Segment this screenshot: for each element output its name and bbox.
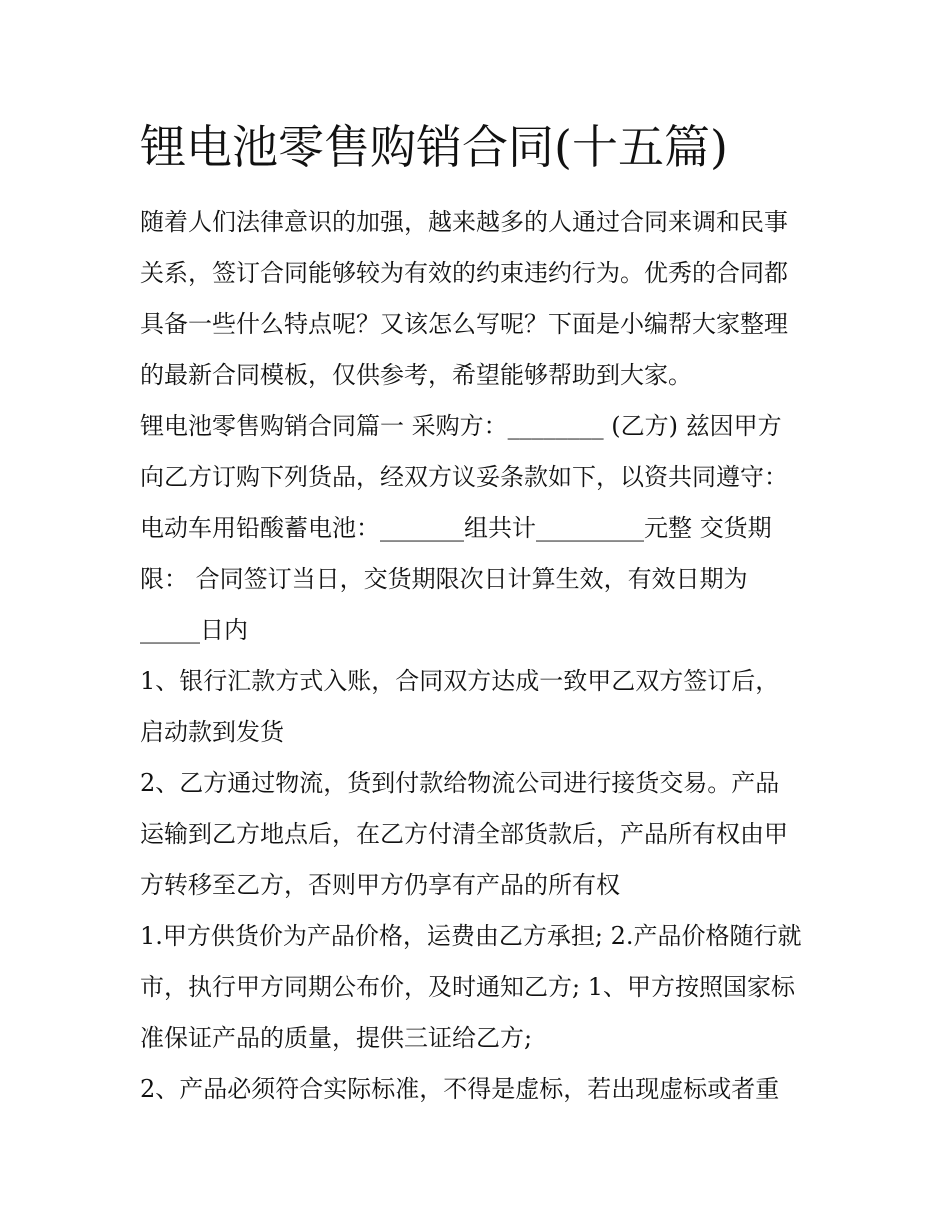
- paragraph-line: 关系，签订合同能够较为有效的约束违约行为。优秀的合同都: [140, 259, 788, 287]
- paragraph-line: 启动款到发货: [140, 718, 284, 746]
- paragraph-line: 市，执行甲方同期公布价，及时通知乙方; 1、甲方按照国家标: [140, 973, 795, 1001]
- paragraph-line: 准保证产品的质量，提供三证给乙方;: [140, 1024, 533, 1052]
- paragraph-line: 限： 合同签订当日，交货期限次日计算生效，有效日期为: [140, 565, 748, 593]
- paragraph-line: 向乙方订购下列货品，经双方议妥条款如下，以资共同遵守：: [140, 463, 788, 491]
- paragraph-line: 锂电池零售购销合同篇一 采购方：________ (乙方) 兹因甲方: [140, 412, 782, 440]
- paragraph-line: 具备一些什么特点呢？又该怎么写呢？下面是小编帮大家整理: [140, 310, 788, 338]
- document-title: 锂电池零售购销合同(十五篇): [140, 120, 728, 174]
- paragraph-line: 2、产品必须符合实际标准，不得是虚标，若出现虚标或者重: [140, 1075, 780, 1103]
- paragraph-line: 的最新合同模板，仅供参考，希望能够帮助到大家。: [140, 361, 692, 389]
- paragraph-line: 1、银行汇款方式入账，合同双方达成一致甲乙双方签订后，: [140, 667, 780, 695]
- paragraph-line: 2、乙方通过物流，货到付款给物流公司进行接货交易。产品: [140, 769, 780, 797]
- paragraph-line: 运输到乙方地点后，在乙方付清全部货款后，产品所有权由甲: [140, 820, 788, 848]
- paragraph-line: 1.甲方供货价为产品价格，运费由乙方承担; 2.产品价格随行就: [140, 922, 802, 950]
- paragraph-line: _____日内: [140, 616, 248, 644]
- paragraph-line: 方转移至乙方，否则甲方仍享有产品的所有权: [140, 871, 620, 899]
- paragraph-line: 随着人们法律意识的加强，越来越多的人通过合同来调和民事: [140, 208, 788, 236]
- paragraph-line: 电动车用铅酸蓄电池：_______组共计_________元整 交货期: [140, 514, 772, 542]
